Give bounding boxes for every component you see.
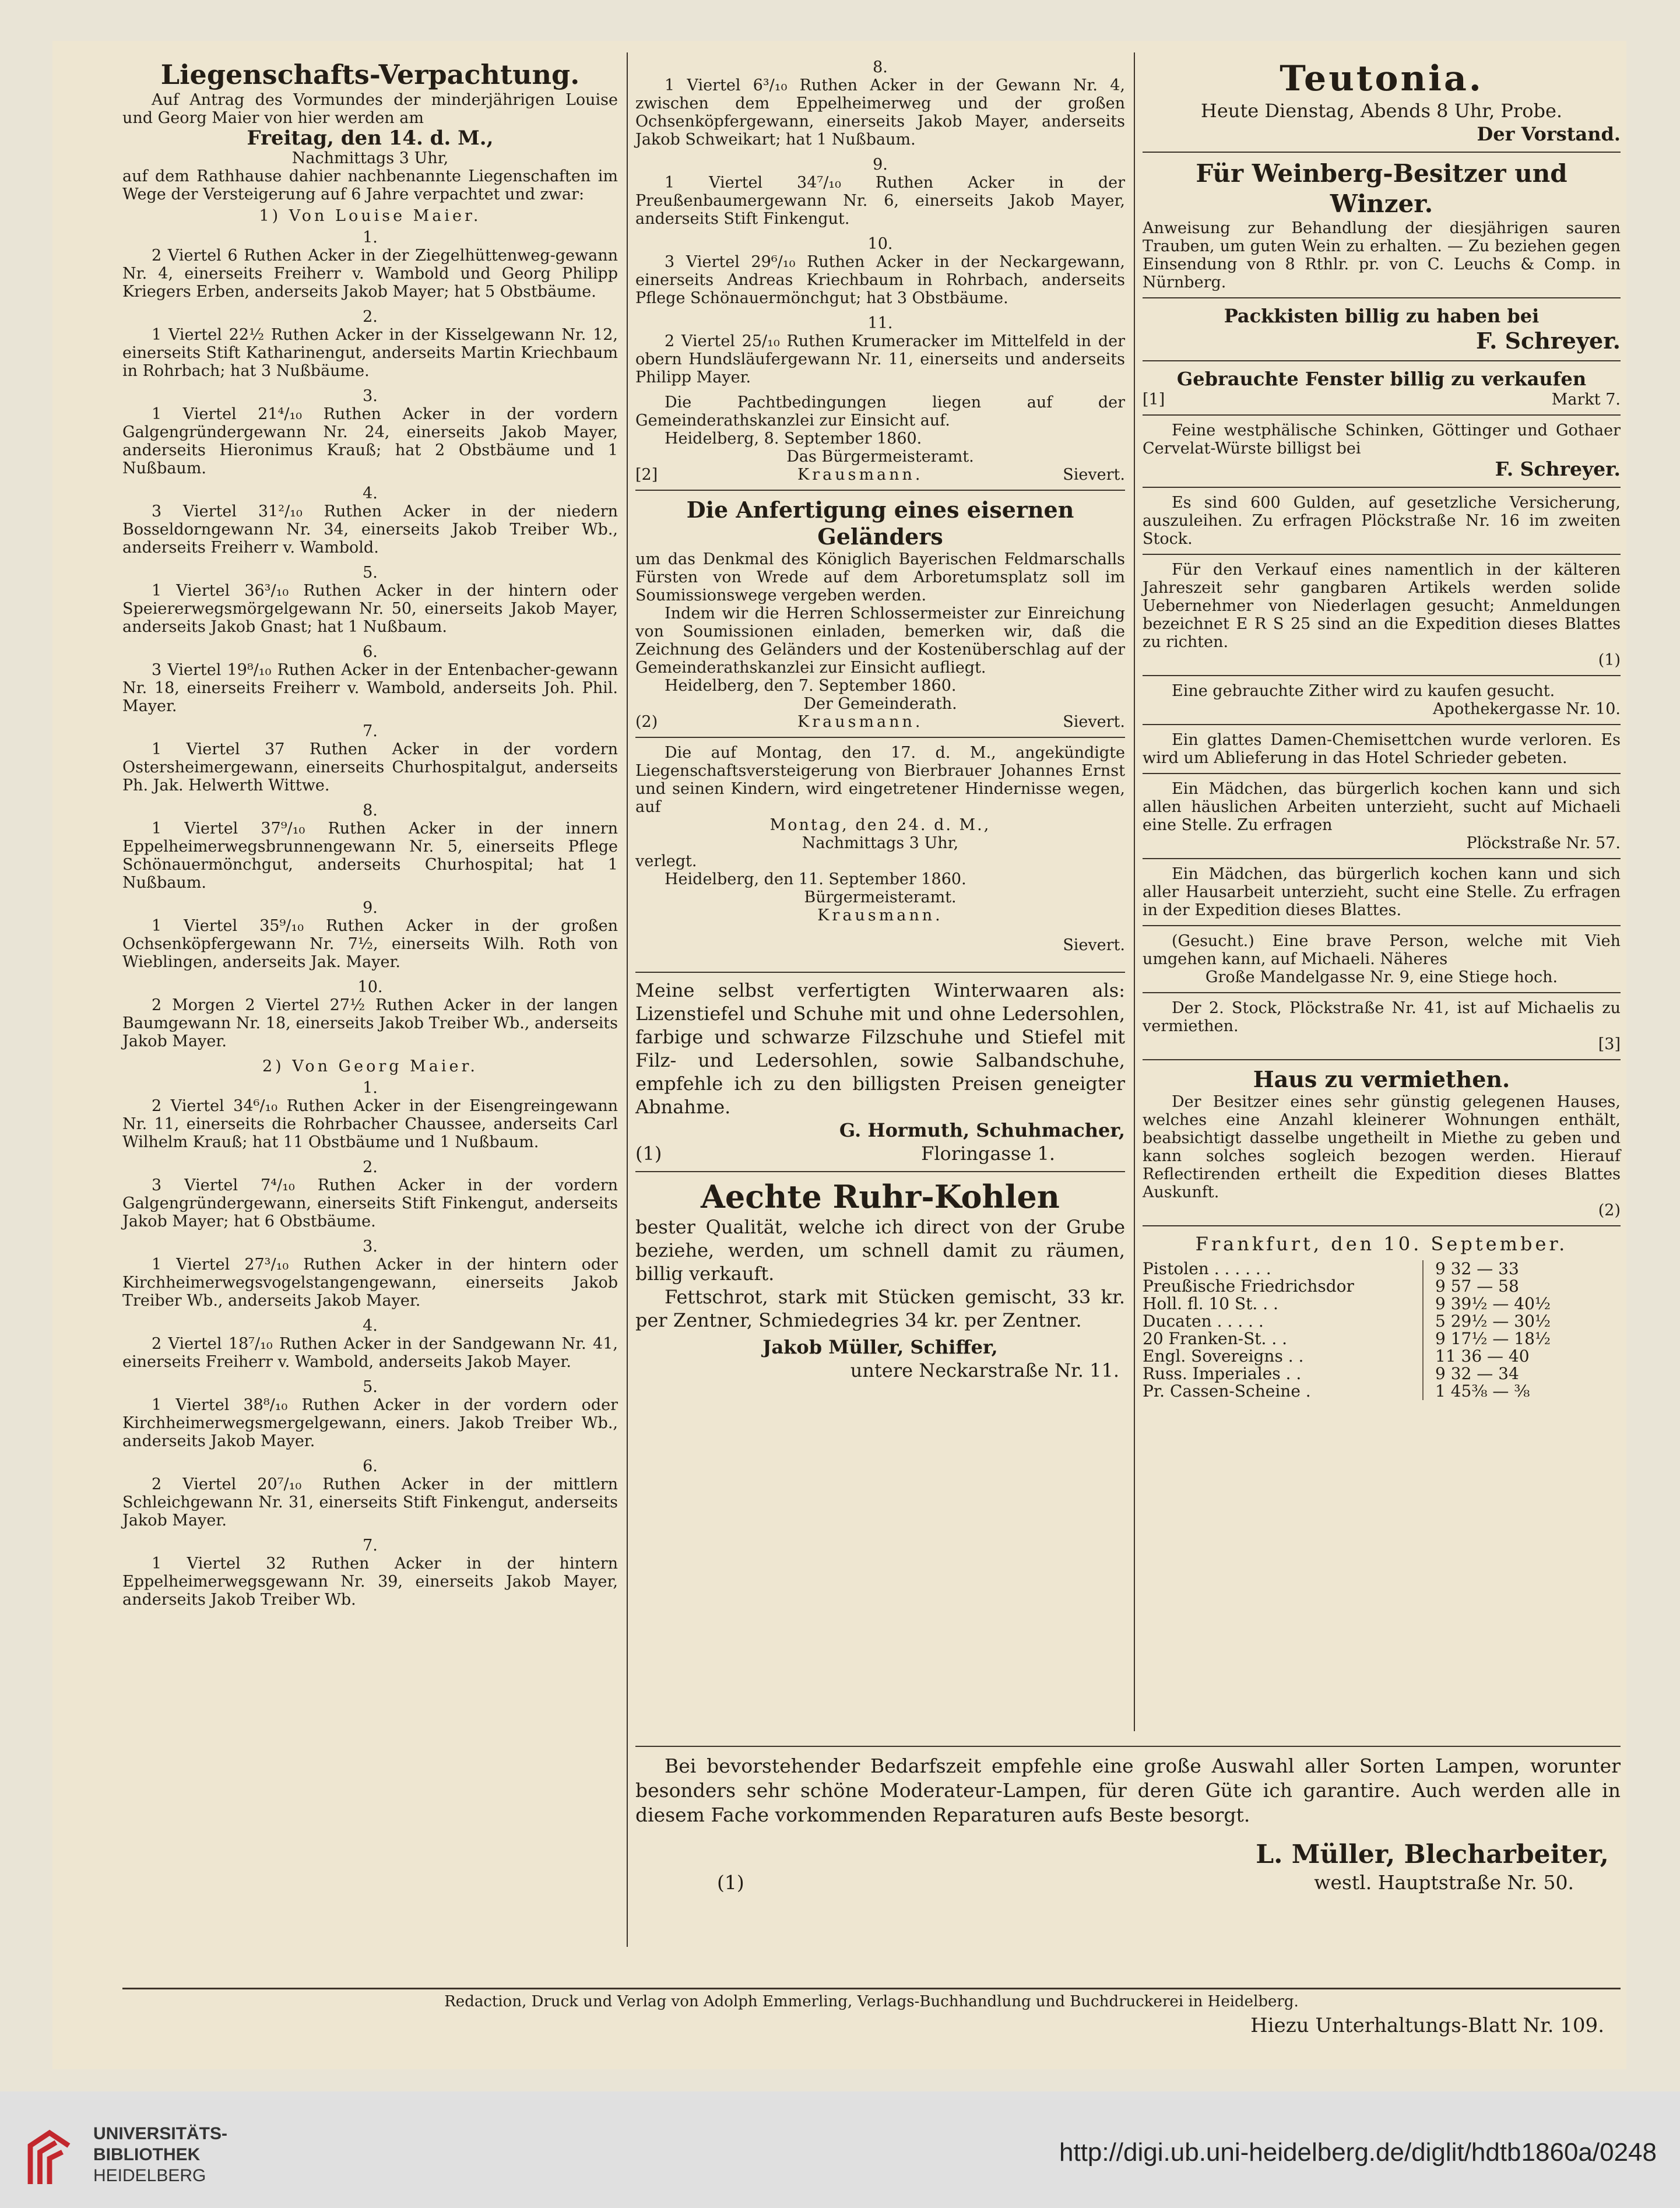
exchange-row xyxy=(1143,1348,1621,1365)
divider xyxy=(1143,414,1621,416)
railing-text-2: Indem wir die Herren Schlossermeister zur Einreichung von Soumissionen einladen, bemerken wir, daß die Zeichnung des Geländers und der Kostenüberschlag auf der Gemeinderathskanzlei zur Einsicht aufliegt. xyxy=(635,604,1125,677)
lease-signatures xyxy=(635,466,1125,484)
exchange-row xyxy=(1143,1383,1621,1400)
item-number: 3. xyxy=(363,1237,378,1256)
lease-items-1 xyxy=(122,228,618,1050)
divider xyxy=(1143,487,1621,488)
item-number: 6. xyxy=(363,643,378,661)
exchange-coin: Holl. fl. 10 St. . . xyxy=(1143,1294,1278,1313)
divider xyxy=(1143,675,1621,676)
item-text: 2 Viertel 20⁷/₁₀ Ruthen Acker in der mittlern Schleichgewann Nr. 31, einerseits Stift Finkengut, anderseits Jakob Mayer. xyxy=(122,1475,618,1530)
vineyard-title: Für Weinberg-Besitzer und Winzer. xyxy=(1196,159,1567,218)
item-number: 8. xyxy=(873,58,888,76)
item-text: 1 Viertel 32 Ruthen Acker in der hintern Eppelheimerwegsgewann Nr. 39, einerseits Jakob Mayer, anderseits Jakob Treiber Wb. xyxy=(122,1555,618,1609)
exchange-rate: 9 17½ — 18½ xyxy=(1422,1330,1621,1348)
winterwaren-text: Meine selbst verfertigten Winterwaaren als: Lizenstiefel und Schuhe mit und ohne Ledersohlen, farbige und schwarze Filzschuhe und Stiefel mit Filz- und Ledersohlen, sowie Salbandschuhe, empfehle ich zu den billigsten Preisen geneigter Abnahme. xyxy=(635,979,1125,1118)
item-number: 8. xyxy=(363,801,378,820)
exchange-row xyxy=(1143,1365,1621,1383)
railing-sig: Sievert. xyxy=(1063,713,1125,731)
winterwaren-name: G. Hormuth, Schuhmacher, xyxy=(839,1119,1125,1141)
sale-mark: (1) xyxy=(1598,651,1621,669)
exchange-rate: 11 36 — 40 xyxy=(1422,1348,1621,1365)
loan-text: Es sind 600 Gulden, auf gesetzliche Versicherung, auszuleihen. Zu erfragen Plöckstraße Nr. 16 im zweiten Stock. xyxy=(1143,494,1621,548)
coal-text: bester Qualität, welche ich direct von der Grube beziehe, werden, um schnell damit zu räumen, billig verkauft. xyxy=(635,1216,1125,1285)
railing-name: Krausmann. xyxy=(797,713,923,731)
library-name-line-2: BIBLIOTHEK xyxy=(93,2145,201,2164)
item-text: 2 Morgen 2 Viertel 27½ Ruthen Acker in der langen Baumgewann Nr. 18, einerseits Jakob Treiber Wb., anderseits Jakob Mayer. xyxy=(122,996,618,1050)
exchange-row xyxy=(1143,1330,1621,1348)
exchange-rate: 9 39½ — 40½ xyxy=(1422,1295,1621,1313)
item-number: 6. xyxy=(363,1457,378,1475)
exchange-coin: Pistolen . . . . . . xyxy=(1143,1259,1271,1278)
item-text: 1 Viertel 38⁸/₁₀ Ruthen Acker in der vordern oder Kirchheimerwegsmergelgewann, einers. Jakob Treiber Wb., anderseits Jakob Mayer. xyxy=(122,1396,618,1450)
item-text: 1 Viertel 34⁷/₁₀ Ruthen Acker in der Preußenbaumergewann Nr. 6, einerseits Jakob Mayer, anderseits Stift Finkengut. xyxy=(635,174,1125,228)
item-text: 1 Viertel 22½ Ruthen Acker in der Kisselgewann Nr. 12, einerseits Stift Katharinengut, anderseits Martin Kriechbaum in Rohrbach; hat 3 Nußbäume. xyxy=(122,326,618,380)
exchange-rate: 1 45⅜ — ⅜ xyxy=(1422,1383,1621,1400)
exchange-coin: Pr. Cassen-Scheine . xyxy=(1143,1381,1311,1401)
teutonia-sig: Der Vorstand. xyxy=(1477,123,1621,145)
railing-mark: (2) xyxy=(635,713,658,731)
divider xyxy=(1143,297,1621,298)
item-number: 9. xyxy=(873,156,888,174)
divider xyxy=(1143,925,1621,926)
divider xyxy=(1143,1059,1621,1060)
windows-mark: [1] xyxy=(1143,391,1165,409)
item-text: 1 Viertel 37 Ruthen Acker in der vordern Ostersheimergewann, einerseits Churhospitalgut, anderseits Ph. Jak. Helwerth Wittwe. xyxy=(122,740,618,794)
exchange-row xyxy=(1143,1313,1621,1330)
railing-signatures xyxy=(635,713,1125,731)
exchange-rate: 9 57 — 58 xyxy=(1422,1278,1621,1295)
exchange-coin: Russ. Imperiales . . xyxy=(1143,1364,1302,1383)
zither-address: Apothekergasse Nr. 10. xyxy=(1433,700,1621,718)
lease-mark: [2] xyxy=(635,466,658,484)
item-text: 1 Viertel 37⁹/₁₀ Ruthen Acker in der innern Eppelheimerwegsbrunnengewann Nr. 5, einerseits Pflege Schönauermönchgut, anderseits Churhospital; hat 1 Nußbaum. xyxy=(122,820,618,892)
vineyard-text: Anweisung zur Behandlung der diesjährigen sauren Trauben, um guten Wein zu erhalten. — Zu beziehen gegen Einsendung von 8 Rthlr. pr. von C. Leuchs & Comp. in Nürnberg. xyxy=(1143,219,1621,291)
teutonia-line: Heute Dienstag, Abends 8 Uhr, Probe. xyxy=(1200,100,1563,122)
lease-section-2: 2) Von Georg Maier. xyxy=(262,1057,478,1075)
library-name xyxy=(93,2123,227,2186)
item-text: 3 Viertel 29⁶/₁₀ Ruthen Acker in der Neckargewann, einerseits Andreas Kriechbaum in Rohrbach, anderseits Pflege Schönauermönchgut; hat 3 Obstbäume. xyxy=(635,253,1125,307)
railing-office: Der Gemeinderath. xyxy=(803,695,957,713)
lamps-address-row xyxy=(635,1871,1621,1895)
railing-date: Heidelberg, den 7. September 1860. xyxy=(665,677,957,695)
exchange-coin: Engl. Sovereigns . . xyxy=(1143,1346,1304,1366)
item-number: 11. xyxy=(867,314,893,332)
floor-mark: [3] xyxy=(1598,1035,1621,1053)
zither-text: Eine gebrauchte Zither wird zu kaufen gesucht. xyxy=(1172,682,1555,700)
windows-text: Gebrauchte Fenster billig zu verkaufen xyxy=(1176,368,1587,390)
item-number: 10. xyxy=(867,235,893,253)
lease-sig: Sievert. xyxy=(1063,466,1125,484)
item-number: 1. xyxy=(363,1079,378,1097)
exchange-rate: 9 32 — 34 xyxy=(1422,1365,1621,1383)
house-text: Der Besitzer eines sehr günstig gelegenen Hauses, welches eine Anzahl kleinerer Wohnungen enthält, beabsichtigt dasselbe ungetheilt in Miethe zu geben und kann solches sogleich bezogen werden. Hierauf Reflectirenden ertheilt die Expedition dieses Blattes Auskunft. xyxy=(1143,1093,1621,1201)
ham-text: Feine westphälische Schinken, Göttinger und Gothaer Cervelat-Würste billigst bei xyxy=(1143,421,1621,458)
lease-date: Freitag, den 14. d. M., xyxy=(247,126,494,150)
library-name-line-1: UNIVERSITÄTS- xyxy=(93,2124,228,2143)
coal-title: Aechte Ruhr-Kohlen xyxy=(701,1178,1060,1215)
lamps-advertisement xyxy=(635,1740,1621,1895)
item-number: 1. xyxy=(363,228,378,247)
lease-intro2: auf dem Rathhause dahier nachbenannte Liegenschaften im Wege der Versteigerung auf 6 Jahre verpachtet und zwar: xyxy=(122,167,618,203)
divider xyxy=(635,1171,1125,1172)
divider xyxy=(1143,360,1621,361)
lease-date-signed: Heidelberg, 8. September 1860. xyxy=(665,430,922,448)
column-divider-left xyxy=(627,52,628,1947)
divider xyxy=(1143,724,1621,725)
divider xyxy=(1143,1225,1621,1226)
maid2-text: Ein Mädchen, das bürgerlich kochen kann und sich aller Hausarbeit unterzieht, sucht eine Stelle. Zu erfragen in der Expedition dieses Blattes. xyxy=(1143,865,1621,919)
item-number: 4. xyxy=(363,484,378,502)
lamps-address: westl. Hauptstraße Nr. 50. xyxy=(1314,1871,1574,1894)
wanted-text: (Gesucht.) Eine brave Person, welche mit Vieh umgehen kann, auf Michaeli. Näheres xyxy=(1143,932,1621,968)
maid1-address: Plöckstraße Nr. 57. xyxy=(1466,834,1621,852)
coal-address: untere Neckarstraße Nr. 11. xyxy=(850,1359,1119,1381)
item-number: 5. xyxy=(363,1378,378,1396)
postponement-name: Krausmann. xyxy=(817,906,943,924)
column-divider-right xyxy=(1134,52,1135,1731)
coal-name: Jakob Müller, Schiffer, xyxy=(762,1336,998,1358)
item-text: 1 Viertel 21⁴/₁₀ Ruthen Acker in der vordern Galgengründergewann Nr. 24, einerseits Jakob Mayer, anderseits Hieronimus Krauß; hat 2 Obstbäume und 1 Nußbaum. xyxy=(122,405,618,477)
railing-title-1: Die Anfertigung eines eisernen xyxy=(686,497,1074,523)
exchange-coin: Ducaten . . . . . xyxy=(1143,1312,1264,1331)
postponement-office: Bürgermeisteramt. xyxy=(804,888,957,906)
item-text: 1 Viertel 36³/₁₀ Ruthen Acker in der hintern oder Speiererwegsmörgelgewann Nr. 50, einerseits Jakob Mayer, anderseits Jakob Gnast; hat 1 Nußbaum. xyxy=(122,582,618,636)
item-number: 7. xyxy=(363,722,378,740)
lease-conditions: Die Pachtbedingungen liegen auf der Gemeinderathskanzlei zur Einsicht auf. xyxy=(635,393,1125,430)
lamps-name: L. Müller, Blecharbeiter, xyxy=(1256,1840,1609,1869)
winterwaren-mark: (1) xyxy=(635,1142,662,1165)
windows-address: Markt 7. xyxy=(1551,391,1621,409)
lamps-text: Bei bevorstehender Bedarfszeit empfehle eine große Auswahl aller Sorten Lampen, worunter besonders sehr schöne Moderateur-Lampen, für deren Güte ich garantire. Auch werden alle in diesem Fache vorkommenden Reparaturen aufs Beste besorgt. xyxy=(635,1755,1621,1826)
winterwaren-address: Floringasse 1. xyxy=(921,1142,1055,1165)
lease-office: Das Bürgermeisteramt. xyxy=(786,448,974,466)
house-mark: (2) xyxy=(1598,1201,1621,1219)
lamps-mark: (1) xyxy=(717,1871,744,1894)
divider xyxy=(1143,152,1621,153)
item-text: 3 Viertel 31²/₁₀ Ruthen Acker in der niedern Bosseldorngewann Nr. 34, einerseits Jakob Treiber Wb., anderseits Freiherr v. Wambold. xyxy=(122,502,618,557)
postponement-date: Montag, den 24. d. M., xyxy=(769,816,991,834)
item-number: 5. xyxy=(363,564,378,582)
item-number: 4. xyxy=(363,1317,378,1335)
exchange-title: Frankfurt, den 10. September. xyxy=(1195,1233,1568,1255)
boxes-name: F. Schreyer. xyxy=(1475,328,1621,354)
divider xyxy=(1143,554,1621,555)
floor-text: Der 2. Stock, Plöckstraße Nr. 41, ist auf Michaelis zu vermiethen. xyxy=(1143,999,1621,1035)
windows-row xyxy=(1143,391,1621,409)
winterwaren-address-row xyxy=(635,1142,1125,1165)
supplement-note: Hiezu Unterhaltungs-Blatt Nr. 109. xyxy=(1250,2014,1604,2037)
item-text: 1 Viertel 6³/₁₀ Ruthen Acker in der Gewann Nr. 4, zwischen dem Eppelheimerweg und der großen Ochsenköpfergewann, einerseits Jakob Mayer, anderseits Jakob Schweikart; hat 1 Nußbaum. xyxy=(635,76,1125,149)
item-text: 3 Viertel 19⁸/₁₀ Ruthen Acker in der Entenbacher-gewann Nr. 18, einerseits Freiherr v. Wambold, anderseits Joh. Phil. Mayer. xyxy=(122,661,618,715)
item-number: 2. xyxy=(363,1158,378,1176)
exchange-row xyxy=(1143,1278,1621,1295)
exchange-rate: 9 32 — 33 xyxy=(1422,1260,1621,1278)
boxes-text: Packkisten billig zu haben bei xyxy=(1224,305,1540,327)
lease-items-continued xyxy=(635,58,1125,386)
lease-intro: Auf Antrag des Vormundes der minderjährigen Louise und Georg Maier von hier werden am xyxy=(122,91,618,127)
lease-name: Krausmann. xyxy=(797,466,923,484)
item-number: 10. xyxy=(357,978,383,996)
exchange-rate: 5 29½ — 30½ xyxy=(1422,1313,1621,1330)
divider xyxy=(635,972,1125,973)
divider xyxy=(1143,992,1621,993)
library-url-link[interactable]: http://digi.ub.uni-heidelberg.de/diglit/hdtb1860a/0248 xyxy=(1059,2138,1657,2167)
coal-text-2: Fettschrot, stark mit Stücken gemischt, 33 kr. per Zentner, Schmiedegries 34 kr. per Zentner. xyxy=(635,1286,1125,1331)
divider xyxy=(635,737,1125,738)
item-text: 2 Viertel 18⁷/₁₀ Ruthen Acker in der Sandgewann Nr. 41, einerseits Freiherr v. Wambold, anderseits Jakob Mayer. xyxy=(122,1335,618,1371)
middle-column xyxy=(635,58,1125,1382)
item-number: 7. xyxy=(363,1537,378,1555)
postponement-date-signed: Heidelberg, den 11. September 1860. xyxy=(665,870,966,888)
left-column xyxy=(122,58,618,1616)
item-text: 2 Viertel 6 Ruthen Acker in der Ziegelhüttenweg-gewann Nr. 4, einerseits Freiherr v. Wambold und Georg Philipp Kriegers Erben, anderseits Jakob Mayer; hat 5 Obstbäume. xyxy=(122,247,618,301)
library-name-line-3: HEIDELBERG xyxy=(93,2166,206,2185)
imprint-footer: Redaction, Druck und Verlag von Adolph Emmerling, Verlags-Buchhandlung und Buchdruckerei in Heidelberg. xyxy=(122,1988,1621,2010)
postponement-sig: Sievert. xyxy=(1063,936,1125,954)
postponement-time: Nachmittags 3 Uhr, xyxy=(802,834,959,852)
lease-title: Liegenschafts-Verpachtung. xyxy=(160,59,580,90)
item-text: 1 Viertel 35⁹/₁₀ Ruthen Acker in der großen Ochsenköpfergewann Nr. 7½, einerseits Wilh. Roth von Wieblingen, anderseits Jak. Mayer. xyxy=(122,917,618,971)
item-text: 3 Viertel 7⁴/₁₀ Ruthen Acker in der vordern Galgengründergewann, einerseits Stift Finkengut, anderseits Jakob Mayer; hat 6 Obstbäume. xyxy=(122,1176,618,1230)
postponement-text: Die auf Montag, den 17. d. M., angekündigte Liegenschaftsversteigerung von Bierbrauer Johannes Ernst und seinen Kindern, wird eingetretener Hindernisse wegen, auf xyxy=(635,744,1125,816)
divider xyxy=(635,490,1125,491)
divider xyxy=(1143,773,1621,774)
house-title: Haus zu vermiethen. xyxy=(1253,1066,1510,1092)
exchange-row xyxy=(1143,1295,1621,1313)
lease-time: Nachmittags 3 Uhr, xyxy=(291,149,449,167)
exchange-table xyxy=(1143,1260,1621,1400)
item-text: 1 Viertel 27³/₁₀ Ruthen Acker in der hintern oder Kirchheimerwegsvogelstangengewann, einerseits Jakob Treiber Wb., anderseits Jakob Mayer. xyxy=(122,1256,618,1310)
exchange-coin: 20 Franken-St. . . xyxy=(1143,1329,1288,1348)
wanted-address: Große Mandelgasse Nr. 9, eine Stiege hoch. xyxy=(1205,968,1558,986)
railing-text-1: um das Denkmal des Königlich Bayerischen Feldmarschalls Fürsten von Wrede auf dem Arboretumsplatz soll im Soumissionswege vergeben werden. xyxy=(635,550,1125,604)
sale-text: Für den Verkauf eines namentlich in der kälteren Jahreszeit sehr gangbaren Artikels werden solide Uebernehmer von Niederlagen gesucht; Anmeldungen bezeichnet E R S 25 sind an die Expedition dieses Blattes zu richten. xyxy=(1143,561,1621,651)
item-number: 9. xyxy=(363,899,378,917)
library-logo-icon xyxy=(17,2126,82,2191)
exchange-coin: Preußische Friedrichsdor xyxy=(1143,1277,1354,1296)
divider xyxy=(635,1746,1621,1747)
right-column xyxy=(1143,58,1621,1400)
postponement-verlegt: verlegt. xyxy=(635,852,697,870)
item-text: 2 Viertel 34⁶/₁₀ Ruthen Acker in der Eisengreingewann Nr. 11, einerseits die Rohrbacher Chaussee, anderseits Carl Wilhelm Krauß; hat 11 Obstbäume und 1 Nußbaum. xyxy=(122,1097,618,1151)
teutonia-title: Teutonia. xyxy=(1280,58,1484,99)
library-bar xyxy=(0,2091,1680,2208)
lease-items-2 xyxy=(122,1079,618,1609)
ham-name: F. Schreyer. xyxy=(1495,458,1621,480)
exchange-row xyxy=(1143,1260,1621,1278)
item-number: 3. xyxy=(363,387,378,405)
chemisette-text: Ein glattes Damen-Chemisettchen wurde verloren. Es wird um Ablieferung in das Hotel Schrieder gebeten. xyxy=(1143,731,1621,767)
railing-title-2: Geländers xyxy=(817,523,943,550)
item-text: 2 Viertel 25/₁₀ Ruthen Krumeracker im Mittelfeld in der obern Hundsläufergewann Nr. 11, einerseits und anderseits Philipp Mayer. xyxy=(635,332,1125,386)
item-number: 2. xyxy=(363,308,378,326)
divider xyxy=(1143,858,1621,859)
maid1-text: Ein Mädchen, das bürgerlich kochen kann und sich allen häuslichen Arbeiten unterzieht, sucht auf Michaeli eine Stelle. Zu erfragen xyxy=(1143,780,1621,834)
lease-section-1: 1) Von Louise Maier. xyxy=(259,207,481,225)
